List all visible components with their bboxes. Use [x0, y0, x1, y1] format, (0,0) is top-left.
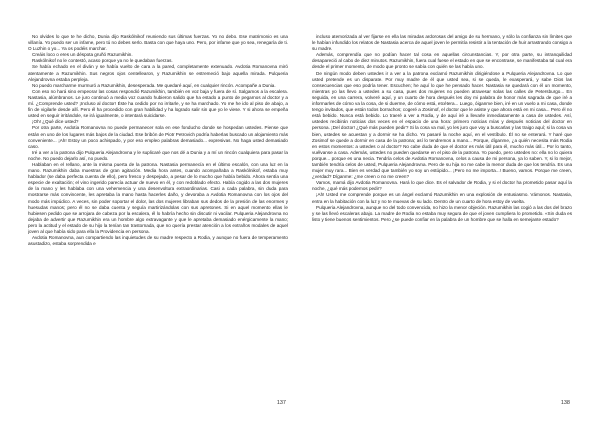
paragraph: ¡Oh! ¿Qué dice usted? — [32, 119, 79, 125]
paragraph: Vamos, mamá dijo Avdotia Romanovna. Hará lo que dice. Es el salvador de Rodia, y si el doctor ha prometido pasar aquí la noche, ¿qué más podemos pedir? — [312, 180, 572, 192]
paragraph: Avdotia Romanovna, aun compartiendo las inquietudes de su madre respecto a Rodia, y aunque no fuera de temperamento asustadizo, estaba sorprendida e — [28, 235, 288, 247]
paragraph: Pulqueria Alejandrovna, aunque no del todo convencida, no hizo la menor objeción. Razumikhin las cogió a las dos del brazo y se las llevó escaleras abajo. La madre de Rodia no estaba muy segura de que el joven cumpliera lo prometido. «Sin duda es listo y tiene buenos sentimientos. Pero ¿se puede confiar en la palabra de un hombre que se halla en semejante estado? — [312, 204, 572, 222]
paragraph: Hablaban en el rellano, ante la misma puerta de la patrona. Nastasia permanecía en el último escalón, con una luz en la mano. Razumikhin daba muestras de gran agitación. Media hora antes, cuando acompañaba a Raskólnikof, estaba muy hablador (se daba perfecta cuenta de ello), pero fresco y despejado, a pesar de lo mucho que había bebido. Ahora sentía una especie de exaltación; el vino ingerido parecía actuar de nuevo en él, y con redoblado efecto. Había cogido a las dos mujeres de la mano y les hablaba con una vehemencia y una desenvoltura extraordinarias. Casi a cada palabra, sin duda para mostrarse más convincente, les apretaba la mano hasta hacerles daño, y devoraba a Avdotia Romanovna con los ojos del modo más impúdico. A veces, sin poder soportar el dolor, las dos mujeres libraban sus dedos de la presión de las enormes y huesudas manos; pero él no se daba cuenta y seguía martirizándolas con sus apretones. Si en aquel momento ellas le hubiesen pedido que se arrojara de cabeza por la escalera, él lo habría hecho sin discutir ni vacilar. Pulqueria Alejandrovna no dejaba de advertir que Razumikhin era un hombre algo extravagante y que le apretaba demasiado enérgicamente la mano; pero la actitud y el estado de su hijo la tenían tan trastornada, que no quería prestar atención a los extraños modales de aquel joven al que había sido para ella la Providencia en persona. — [28, 161, 288, 234]
paragraph: De ningún modo deben ustedes ir a ver a la patrona exclamó Razumikhin dirigiéndose a Pulqueria Alejandrovna. Lo que usted pretende es un disparate. Por muy madre de él que usted sea, si se queda, le exasperará, y sabe Dios las consecuencias que eso podría tener. Escuchen; he aquí lo que he pensado hacer. Nastasia se quedará con él un momento, mientras yo las llevo a ustedes a su casa, pues dos mujeres no pueden atravesar solas las calles de Petersburgo... En seguida, en una carrera, volveré aquí, y un cuarto de hora después les doy mi palabra de honor más sagrada de que iré a informarles de cómo va la cosa, de si duerme, de cómo está, etcétera... Luego, óiganme bien, iré en un vuelo a mi casa, donde tengo invitados, que están todos borrachos; cogeré a Zosimof, el doctor que le asiste y que ahora está en mi casa... Pero él no está bebido. Nunca está bebido. Lo traeré a ver a Rodia, y de aquí iré a llevarle inmediatamente a casa de ustedes. Así, ustedes recibirán noticias dos veces en el espacio de una hora: primero noticias mías y después noticias del doctor en persona. ¡Del doctor! ¿Qué más pueden pedir? Si la cosa va mal, yo les juro que voy a buscarlas y las traigo aquí; si la cosa va bien, ustedes se acuestan y a dormir se ha dicho. Yo pasaré la noche aquí, en el vestíbulo. Él no se enterará. Y haré que Zosimof se quede a dormir en casa de la patrona; así lo tendremos a mano... Porque, díganme, ¿a quién necesita más Rodia en estos momentos: a ustedes o al doctor? No cabe duda de que el doctor es más útil para él, mucho más útil... Por lo tanto, vuélvanse a casa. Además, ustedes no pueden quedarse en el piso de la patrona. Yo puedo, pero ustedes no: ella no lo quiera porque... porque es una necia. Tendría celos de Avdotia Romanovna, celos a causa de mi persona, ya lo saben. Y, si lo mejor, también tendría celos de usted, Pulqueria Alejandrovna. Pero de su hija no me cabe la menor duda de que los tendría. Es una mujer muy rara... Bien es verdad que también yo soy un estúpido... ¡Pero no me importa...! Bueno, vamos. Porque me creen, ¿verdad? Díganme: ¿me creen o no me creen? — [312, 70, 572, 180]
paragraph: Creáis loco o eres un déspota gruñó Razumikhin. — [32, 52, 133, 58]
page-number: 138 — [560, 400, 570, 406]
paragraph: incluso atemorizada al ver fijarse en ella las miradas ardorosas del amigo de su hermano, y sólo la confianza sin límites que le habían infundido los relatos de Nastasia acerca de aquel joven le permitía resistir a la tentación de huir arrastrando consigo a su madre. — [312, 34, 572, 52]
paragraph: Iré a ver a la patrona dijo Pulqueria Alejandrovna y le suplicaré que nos dé a Dunia y a mí un rincón cualquiera para pasar la noche. No puedo dejarlo así, no puedo. — [28, 149, 288, 161]
right-page-text — [312, 34, 572, 223]
paragraph: Por otra parte, Avdotia Romanovna no puede permanecer sola en ese fonducho donde se hospedan ustedes. Piense que están en uno de los lugares más bajos de la ciudad. Ese bribón de Piotr Petrovich podría haberlas buscado un alojamiento más conveniente... ¡Ah! Estoy un poco achispado, y por eso empleo palabras demasiado... expresivas. No haga usted demasiado caso. — [28, 125, 288, 149]
paragraph: Con eso no hará sino empeorar las cosas respondió Razumikhin, también en voz baja y fuera de sí. Salgamos a la escalera. Nastasia, alúmbranos. Le juro continuó a media voz cuando hubieron salido que ha estado a punto de pegarnos al doctor y a mí. ¿Comprende usted? ¡Incluso al doctor! Éste ha cedido por no irritarle, y se ha marchado. Yo me he ido al piso de abajo, a fin de vigilarle desde allí. Pero él ha procedido con gran habilidad y ha logrado salir sin que yo le viese. Y si ahora se empeña usted en seguir irritándole, se irá igualmente, o intentará suicidarse. — [28, 88, 288, 119]
paragraph: Se había echado en el diván y se había vuelto de cara a la pared, completamente extenuado. Avdotia Romanovna miró atentamente a Razumikhin. Sus negros ojos centellearon, y Razumikhin se estremeció bajo aquella mirada. Pulqueria Alejandrovna estaba perpleja. — [28, 64, 288, 82]
paragraph: No olvides lo que te he dicho, Dunia dijo Raskólnikof reuniendo sus últimas fuerzas. Yo no debo. Ese matrimonio es una villanía. Yo puedo ser un infame, pero tú no debes serlo. Basta con que haya uno. Pero, por infame que yo sea, renegaría de ti. O Luzhin o yo... Ya os podéis marchar. — [28, 34, 288, 52]
page-number: 137 — [276, 400, 286, 406]
paragraph: ¡Ah! Usted me comprende porque es un ángel exclamó Razumikhin en una explosión de entusiasmo. Vámonos. Nastasia, entra en la habitación con la luz y no te muevas de su lado. Dentro de un cuarto de hora estoy de vuelta. — [312, 192, 572, 204]
paragraph: Raskólnikof no le contestó, acaso porque ya no le quedaban fuerzas. — [32, 58, 173, 64]
paragraph: Además, comprendía que no podían hacer tal cosa en aquellas circunstancias. Y, por otra parte, su intranquilidad desapareció al cabo de diez minutos. Razumikhin, fuera cual fuese el estado en que se encontrase, se manifestaba tal cual era desde el primer momento, de modo que pronto se sabía con quién se las había uno. — [312, 52, 572, 70]
right-page — [300, 0, 600, 424]
paragraph: No puedo marcharme murmuró a Razumikhin, desesperada. Me quedaré aquí, en cualquier rincón. Acompañe a Dunia. — [32, 82, 276, 88]
left-page-text — [28, 34, 288, 247]
